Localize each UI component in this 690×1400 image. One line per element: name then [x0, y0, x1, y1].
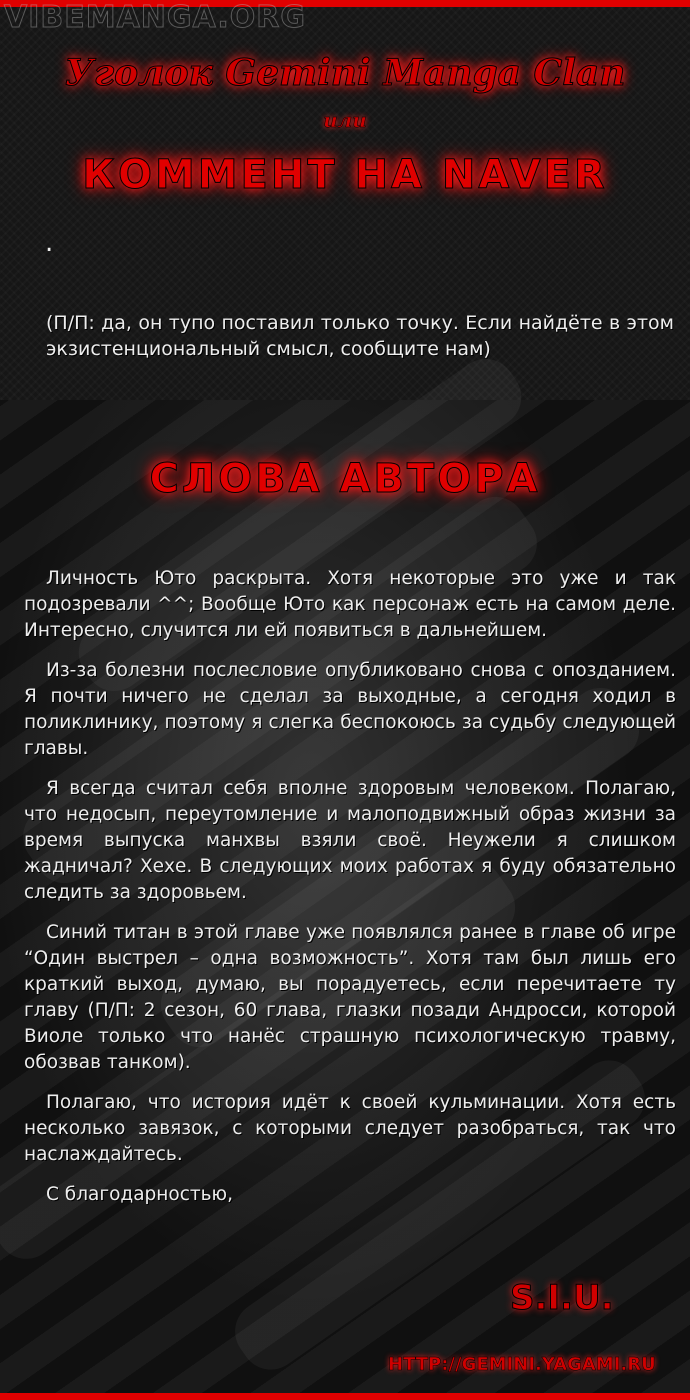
title-or-word: или — [323, 108, 367, 132]
paragraph-3: Я всегда считал себя вполне здоровым человеком. Полагаю, что недосып, переутомление и малоподвижный образ жизни за время выпуска манхвы взяли своё. Неужели я слишком жадничал? Хехе. В следующих моих работах я буду обязательно следить за здоровьем. — [24, 778, 676, 903]
paragraph-1: Личность Юто раскрыта. Хотя некоторые это уже и так подозревали ^^; Вообще Юто как персонаж есть на самом деле. Интересно, случится ли ей появиться в дальнейшем. — [24, 568, 676, 641]
naver-comment-title: КОММЕНТ НА NAVER — [82, 152, 608, 198]
translator-note-text: (П/П: да, он тупо поставил только точку. Если найдёте в этом экзистенциональный смысл, сообщите нам) — [46, 312, 674, 360]
paragraph-4: Синий титан в этой главе уже появлялся ранее в главе об игре “Один выстрел – одна возможность”. Хотя там был лишь его краткий выход, думаю, вы порадуетесь, если перечитаете ту главу (П/П: 2 сезон, 60 глава, глазки позади Андросси, которой Виоле только что нанёс страшную психологическую травму, обозвав танком). — [24, 922, 676, 1073]
author-signature: S.I.U. — [510, 1278, 614, 1318]
footer-site-url: HTTP://GEMINI.YAGAMI.RU — [388, 1354, 656, 1375]
bottom-red-bar — [0, 1393, 690, 1400]
site-watermark: VIBEMANGA.ORG — [4, 0, 306, 35]
naver-comment-text: . — [45, 228, 54, 258]
author-words-body — [24, 566, 676, 1222]
paragraph-closing: С благодарностью, — [46, 1184, 233, 1205]
clan-title: Уголок Gemini Manga Clan — [64, 52, 626, 94]
paragraph-5: Полагаю, что история идёт к своей кульминации. Хотя есть несколько завязок, с которыми следует разобраться, так что наслаждайтесь. — [24, 1092, 676, 1165]
author-words-title: СЛОВА АВТОРА — [149, 456, 541, 502]
paragraph-2: Из-за болезни послесловие опубликовано снова с опозданием. Я почти ничего не сделал за выходные, а сегодня ходил в поликлинику, поэтому я слегка беспокоюсь за судьбу следующей главы. — [24, 660, 676, 759]
translator-note — [24, 310, 674, 362]
